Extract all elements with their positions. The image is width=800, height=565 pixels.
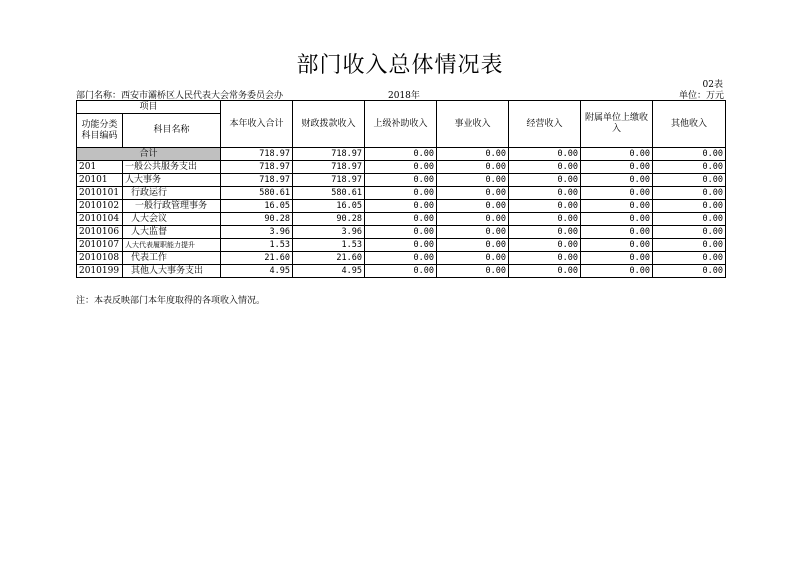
value-cell: 0.00 — [365, 265, 437, 278]
value-cell: 0.00 — [653, 200, 726, 213]
value-cell: 0.00 — [653, 265, 726, 278]
total-cell: 0.00 — [437, 148, 509, 161]
value-cell: 0.00 — [653, 226, 726, 239]
name-cell: 代表工作 — [123, 252, 221, 265]
table-row — [77, 161, 726, 174]
value-cell: 718.97 — [221, 174, 293, 187]
name-cell: 一般公共服务支出 — [123, 161, 221, 174]
name-cell: 行政运行 — [123, 187, 221, 200]
name-header: 科目名称 — [123, 114, 221, 148]
income-table — [76, 100, 726, 278]
value-cell: 0.00 — [509, 187, 581, 200]
code-cell: 2010102 — [77, 200, 123, 213]
name-cell: 一般行政管理事务 — [123, 200, 221, 213]
name-cell: 人大监督 — [123, 226, 221, 239]
total-cell: 0.00 — [365, 148, 437, 161]
value-cell: 4.95 — [221, 265, 293, 278]
value-cell: 3.96 — [221, 226, 293, 239]
code-cell: 2010107 — [77, 239, 123, 252]
footnote: 注：本表反映部门本年度取得的各项收入情况。 — [76, 296, 266, 306]
value-cell: 0.00 — [581, 187, 653, 200]
value-cell: 0.00 — [581, 161, 653, 174]
total-cell: 0.00 — [509, 148, 581, 161]
value-cell: 0.00 — [365, 161, 437, 174]
value-cell: 0.00 — [437, 239, 509, 252]
total-cell: 0.00 — [653, 148, 726, 161]
col-header: 附属单位上缴收入 — [581, 101, 653, 148]
value-cell: 21.60 — [293, 252, 365, 265]
unit-label: 单位：万元 — [678, 91, 724, 101]
value-cell: 0.00 — [581, 265, 653, 278]
table-row — [77, 213, 726, 226]
total-cell: 718.97 — [293, 148, 365, 161]
col-header: 财政拨款收入 — [293, 101, 365, 148]
col-header: 本年收入合计 — [221, 101, 293, 148]
value-cell: 21.60 — [221, 252, 293, 265]
value-cell: 0.00 — [437, 200, 509, 213]
value-cell: 90.28 — [293, 213, 365, 226]
code-header: 功能分类科目编码 — [77, 114, 123, 148]
value-cell: 1.53 — [293, 239, 365, 252]
name-cell: 人大事务 — [123, 174, 221, 187]
value-cell: 90.28 — [221, 213, 293, 226]
value-cell: 3.96 — [293, 226, 365, 239]
code-cell: 2010101 — [77, 187, 123, 200]
value-cell: 580.61 — [293, 187, 365, 200]
col-header: 其他收入 — [653, 101, 726, 148]
value-cell: 0.00 — [365, 200, 437, 213]
department-label: 部门名称： — [76, 91, 122, 101]
value-cell: 0.00 — [581, 239, 653, 252]
value-cell: 0.00 — [653, 187, 726, 200]
table-row — [77, 187, 726, 200]
value-cell: 0.00 — [365, 187, 437, 200]
total-label: 合计 — [77, 148, 221, 161]
value-cell: 0.00 — [365, 252, 437, 265]
value-cell: 0.00 — [365, 226, 437, 239]
total-cell: 718.97 — [221, 148, 293, 161]
value-cell: 0.00 — [437, 174, 509, 187]
value-cell: 0.00 — [581, 226, 653, 239]
value-cell: 0.00 — [509, 174, 581, 187]
table-row — [77, 226, 726, 239]
name-cell: 人大代表履职能力提升 — [123, 239, 221, 252]
value-cell: 0.00 — [365, 213, 437, 226]
value-cell: 16.05 — [293, 200, 365, 213]
value-cell: 0.00 — [653, 161, 726, 174]
value-cell: 580.61 — [221, 187, 293, 200]
table-code: 02表 — [702, 80, 723, 90]
total-cell: 0.00 — [581, 148, 653, 161]
header-row — [77, 101, 726, 114]
value-cell: 0.00 — [509, 200, 581, 213]
value-cell: 0.00 — [653, 252, 726, 265]
year-label: 2018年 — [388, 91, 420, 101]
value-cell: 0.00 — [581, 200, 653, 213]
code-cell: 201 — [77, 161, 123, 174]
value-cell: 0.00 — [509, 265, 581, 278]
code-cell: 2010199 — [77, 265, 123, 278]
value-cell: 0.00 — [509, 226, 581, 239]
value-cell: 0.00 — [509, 239, 581, 252]
value-cell: 16.05 — [221, 200, 293, 213]
value-cell: 0.00 — [365, 174, 437, 187]
value-cell: 0.00 — [653, 239, 726, 252]
value-cell: 718.97 — [221, 161, 293, 174]
table-row — [77, 174, 726, 187]
name-cell: 人大会议 — [123, 213, 221, 226]
item-header: 项目 — [77, 101, 221, 114]
value-cell: 0.00 — [509, 161, 581, 174]
value-cell: 0.00 — [437, 213, 509, 226]
table-row — [77, 239, 726, 252]
table-row — [77, 200, 726, 213]
table-meta — [76, 88, 724, 100]
col-header: 经营收入 — [509, 101, 581, 148]
value-cell: 0.00 — [365, 239, 437, 252]
code-cell: 2010104 — [77, 213, 123, 226]
value-cell: 0.00 — [581, 252, 653, 265]
value-cell: 0.00 — [581, 174, 653, 187]
table-row — [77, 265, 726, 278]
value-cell: 0.00 — [437, 226, 509, 239]
total-row — [77, 148, 726, 161]
value-cell: 0.00 — [437, 187, 509, 200]
name-cell: 其他人大事务支出 — [123, 265, 221, 278]
value-cell: 718.97 — [293, 174, 365, 187]
code-cell: 20101 — [77, 174, 123, 187]
department-name: 西安市灞桥区人民代表大会常务委员会办 — [121, 91, 284, 101]
value-cell: 0.00 — [437, 161, 509, 174]
value-cell: 0.00 — [437, 265, 509, 278]
value-cell: 0.00 — [509, 213, 581, 226]
value-cell: 0.00 — [581, 213, 653, 226]
value-cell: 0.00 — [653, 213, 726, 226]
code-cell: 2010108 — [77, 252, 123, 265]
value-cell: 0.00 — [653, 174, 726, 187]
value-cell: 4.95 — [293, 265, 365, 278]
col-header: 事业收入 — [437, 101, 509, 148]
value-cell: 1.53 — [221, 239, 293, 252]
table-row — [77, 252, 726, 265]
col-header: 上级补助收入 — [365, 101, 437, 148]
page-title: 部门收入总体情况表 — [296, 53, 504, 78]
code-cell: 2010106 — [77, 226, 123, 239]
value-cell: 0.00 — [437, 252, 509, 265]
value-cell: 0.00 — [509, 252, 581, 265]
value-cell: 718.97 — [293, 161, 365, 174]
